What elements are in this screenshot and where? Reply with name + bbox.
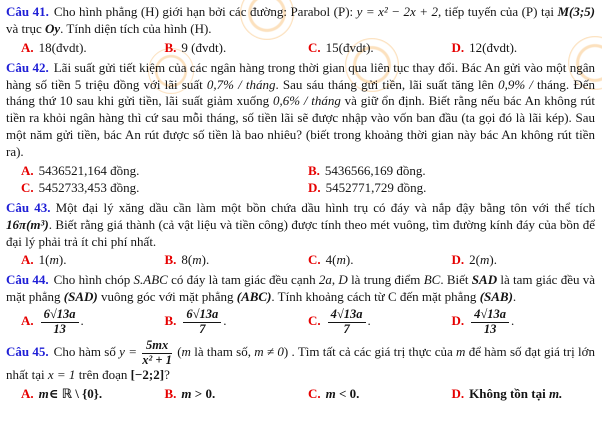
option-letter: B. bbox=[164, 39, 177, 55]
question-45-option-a[interactable] bbox=[21, 386, 165, 403]
question-41-option-a[interactable] bbox=[21, 40, 165, 57]
option-letter: B. bbox=[164, 313, 177, 329]
option-text: 5452733,453 đồng. bbox=[38, 179, 140, 195]
question-42-body: Lãi suất gửi tiết kiệm của các ngân hàng trong thời gian qua liên tục thay đổi. Bác An gửi vào một ngân hàng số tiền 5 triệu đồng với lãi suất 0,7% / tháng. Sau sáu tháng gửi tiền, lãi suất tăng lên 0,9% / tháng. Đến tháng thứ 10 sau khi gửi tiền, lãi suất giảm xuống 0,6% / tháng và giữ ổn định. Biết rằng nếu bác An không rút tiền ra khỏi ngân hàng thì cứ sau mỗi tháng, số tiền lãi sẽ được nhập vào vốn ban đầu (ta gọi đó là lãi kép). Sau một năm gửi tiền, bác An rút được số tiền là bao nhiêu? (biết trong khoảng thời gian này bác An không rút tiền ra). bbox=[6, 59, 596, 160]
option-text: 15(đvdt). bbox=[325, 39, 374, 55]
question-43-options bbox=[21, 252, 595, 269]
option-letter: D. bbox=[451, 252, 465, 268]
question-44 bbox=[6, 272, 595, 336]
option-text: 18(đvdt). bbox=[38, 39, 87, 55]
option-text: $\frac{4√13a}{13}$ . bbox=[469, 313, 514, 328]
option-text: 5452771,729 đồng. bbox=[325, 179, 427, 195]
question-42-option-a[interactable] bbox=[21, 163, 308, 180]
option-letter: C. bbox=[308, 386, 321, 402]
option-text: 1(m). bbox=[38, 252, 67, 268]
option-text: Không tồn tại m. bbox=[469, 386, 563, 402]
question-43-option-c[interactable] bbox=[308, 252, 452, 269]
question-43-text bbox=[6, 200, 595, 251]
option-letter: A. bbox=[21, 39, 34, 55]
option-letter: C. bbox=[308, 252, 321, 268]
option-text: $\frac{6√13a}{13}$ . bbox=[39, 313, 84, 328]
question-43-option-a[interactable] bbox=[21, 252, 165, 269]
option-text: $\frac{4√13a}{7}$ . bbox=[326, 313, 371, 328]
question-41-text bbox=[6, 4, 595, 38]
question-44-option-a[interactable] bbox=[21, 308, 165, 336]
question-42-label: Câu 42. bbox=[6, 59, 49, 75]
option-letter: D. bbox=[451, 39, 465, 55]
option-text: $\frac{6√13a}{7}$ . bbox=[181, 313, 226, 328]
question-41 bbox=[6, 4, 595, 57]
question-45-option-c[interactable] bbox=[308, 386, 452, 403]
question-44-text bbox=[6, 272, 595, 306]
question-41-options bbox=[21, 40, 595, 57]
option-letter: A. bbox=[21, 252, 34, 268]
option-text: 2(m). bbox=[469, 252, 497, 268]
option-letter: B. bbox=[164, 252, 177, 268]
option-letter: A. bbox=[21, 313, 34, 329]
question-42-options bbox=[21, 163, 595, 197]
question-45-body: Cho hàm số y = $\frac{5mx}{\text{x² + 1}}$ (m là tham số, m ≠ 0) . Tìm tất cả các giá trị thực của m để hàm số đạt giá trị lớn nhất tại x = 1 trên đoạn [−2;2]? bbox=[6, 338, 595, 383]
option-letter: C. bbox=[308, 39, 321, 55]
question-45 bbox=[6, 339, 595, 403]
option-text: 5436521,164 đồng. bbox=[38, 163, 140, 179]
question-44-option-c[interactable] bbox=[308, 308, 452, 336]
option-letter: A. bbox=[21, 163, 34, 179]
question-43 bbox=[6, 200, 595, 270]
question-41-option-b[interactable] bbox=[165, 40, 309, 57]
option-text: 12(đvdt). bbox=[469, 39, 518, 55]
question-44-options bbox=[21, 308, 595, 336]
option-text: m > 0. bbox=[181, 386, 216, 402]
option-letter: B. bbox=[164, 386, 177, 402]
question-45-option-d[interactable] bbox=[452, 386, 596, 403]
question-42 bbox=[6, 60, 595, 197]
question-45-options bbox=[21, 386, 595, 403]
option-letter: B. bbox=[308, 163, 320, 179]
question-42-option-b[interactable] bbox=[308, 163, 595, 180]
question-41-body: Cho hình phẳng (H) giới hạn bởi các đường: Parabol (P): y = x² − 2x + 2, tiếp tuyến của (P) tại M(3;5) và trục Oy. Tính diện tích của hình (H). bbox=[6, 4, 595, 36]
question-44-body: Cho hình chóp S.ABC có đáy là tam giác đều cạnh 2a, D là trung điểm BC. Biết SAD là tam giác đều và mặt phẳng (SAD) vuông góc với mặt phẳng (ABC). Tính khoảng cách từ C đến mặt phẳng (SAB). bbox=[6, 272, 596, 305]
question-44-option-d[interactable] bbox=[452, 308, 596, 336]
question-43-option-d[interactable] bbox=[452, 252, 596, 269]
option-letter: D. bbox=[451, 313, 465, 329]
option-letter: A. bbox=[21, 386, 34, 402]
option-letter: D. bbox=[451, 386, 465, 402]
question-42-text bbox=[6, 60, 595, 161]
question-45-label: Câu 45. bbox=[6, 344, 49, 360]
question-44-label: Câu 44. bbox=[6, 272, 49, 288]
option-text: m < 0. bbox=[325, 386, 360, 402]
question-41-label: Câu 41. bbox=[6, 4, 49, 19]
option-text: 8(m). bbox=[181, 252, 210, 268]
question-42-option-c[interactable] bbox=[21, 180, 308, 197]
question-43-label: Câu 43. bbox=[6, 199, 51, 215]
question-44-option-b[interactable] bbox=[165, 308, 309, 336]
option-text: m∈ ℝ \ {0}. bbox=[38, 386, 103, 402]
question-43-option-b[interactable] bbox=[165, 252, 309, 269]
option-letter: D. bbox=[308, 179, 321, 195]
question-42-option-d[interactable] bbox=[308, 180, 595, 197]
question-45-option-b[interactable] bbox=[165, 386, 309, 403]
option-text: 9 (đvdt). bbox=[181, 39, 227, 55]
option-letter: C. bbox=[21, 179, 34, 195]
question-41-option-d[interactable] bbox=[452, 40, 596, 57]
option-text: 5436566,169 đồng. bbox=[324, 163, 426, 179]
option-letter: C. bbox=[308, 313, 321, 329]
question-45-text bbox=[6, 339, 595, 384]
option-text: 4(m). bbox=[325, 252, 354, 268]
question-43-body: Một đại lý xăng dầu cần làm một bồn chứa dầu hình trụ có đáy và nắp đậy bằng tôn với thể tích 16π(m³). Biết rằng giá thành (cả vật liệu và tiền công) được tính theo mét vuông, tìm đường kính đáy của bồn để đại lý phải trả ít chi phí nhất. bbox=[6, 199, 596, 249]
question-41-option-c[interactable] bbox=[308, 40, 452, 57]
